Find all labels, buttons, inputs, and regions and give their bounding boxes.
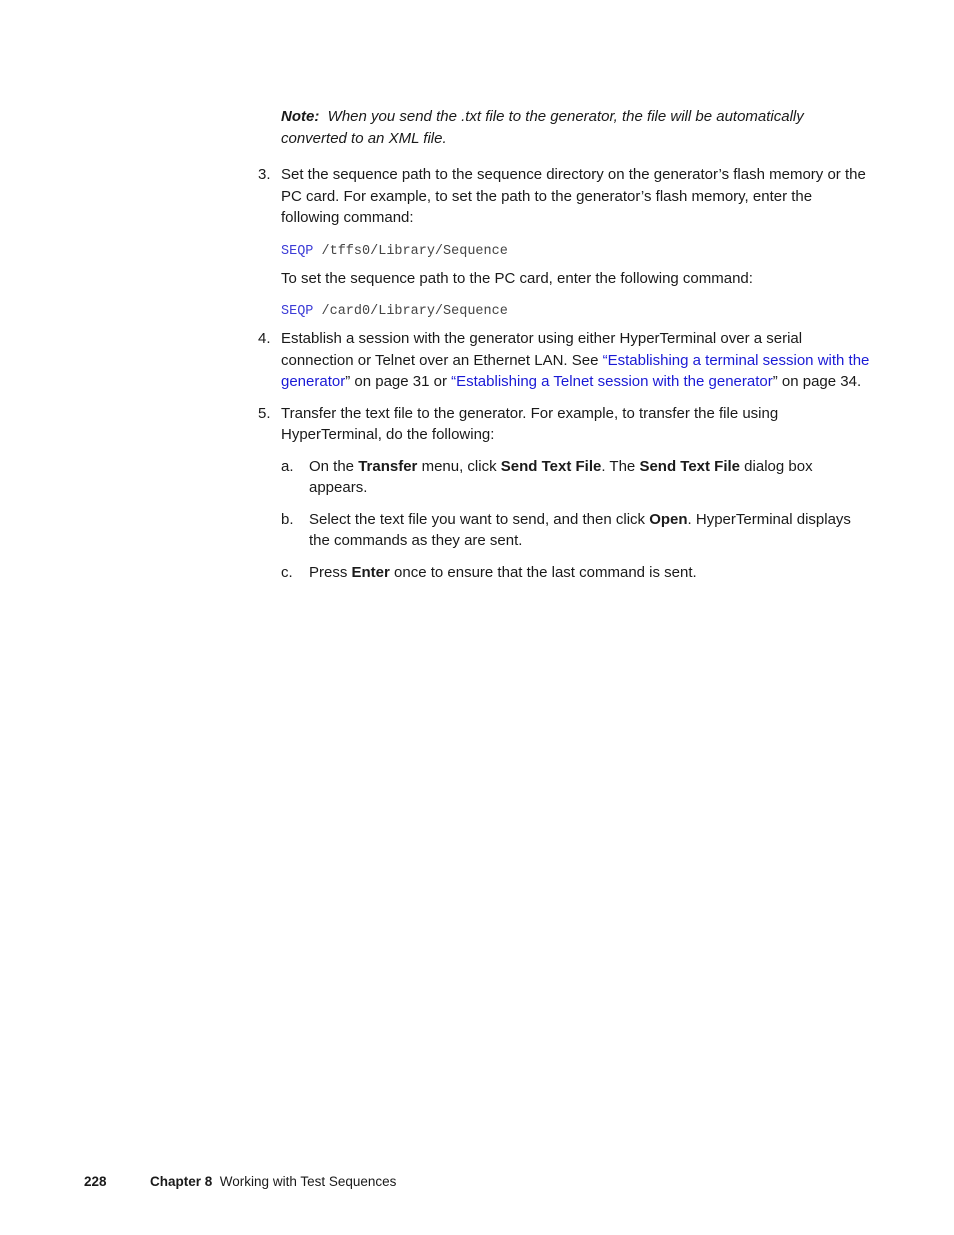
step-number: 3.: [258, 166, 271, 183]
note-text: When you send the .txt file to the generator, the file will be automatically converted to an XML file.: [281, 108, 804, 147]
page-body: [258, 106, 870, 583]
text-part: Select the text file you want to send, and then click: [309, 510, 650, 528]
text-part: Press: [309, 563, 352, 581]
step-text: Transfer the text file to the generator. For example, to transfer the file using HyperTerminal, do the following:: [281, 404, 779, 443]
substep-a: [281, 456, 870, 499]
key-name: Enter: [351, 563, 390, 581]
link-telnet-session[interactable]: “Establishing a Telnet session with the generator: [451, 373, 773, 390]
command-argument: /card0/Library/Sequence: [313, 303, 508, 319]
text-part: . HyperTerminal displays the commands as they are sent.: [309, 510, 851, 549]
text-part: dialog box appears.: [309, 457, 813, 496]
substep-text: [309, 562, 870, 584]
chapter-title: Working with Test Sequences: [219, 1174, 397, 1189]
command-keyword: SEQP: [281, 243, 314, 259]
code-example-flash: [281, 241, 870, 263]
step-5: [258, 403, 870, 584]
note-label: Note:: [281, 108, 320, 125]
note-block: [281, 106, 841, 150]
step-number: 5.: [258, 404, 271, 422]
step-text: Set the sequence path to the sequence directory on the generator’s flash memory or the PC card. For example, to set the path to the generator’s flash memory, enter the following command:: [281, 166, 866, 226]
button-name: Open: [649, 510, 688, 528]
substep-letter: c.: [281, 563, 293, 581]
text-part: once to ensure that the last command is sent.: [389, 563, 697, 581]
page-number: 228: [84, 1174, 107, 1189]
code-example-card: [281, 301, 870, 323]
chapter-label: Chapter 8: [150, 1174, 213, 1189]
command-name: Send Text File: [500, 457, 602, 475]
menu-name: Transfer: [358, 457, 418, 475]
chapter-reference: [150, 1174, 396, 1189]
substep-letter: b.: [281, 510, 294, 528]
command-argument: /tffs0/Library/Sequence: [313, 243, 508, 259]
step-number: 4.: [258, 330, 271, 347]
step-text-part: Establish a session with the generator using either HyperTerminal over a serial connection or Telnet over an Ethernet LAN. See: [281, 330, 803, 369]
step-text-part: ” on page 31 or: [345, 373, 452, 390]
substep-text: [309, 509, 870, 552]
text-part: On the: [309, 457, 359, 475]
command-keyword: SEQP: [281, 303, 314, 319]
text-part: menu, click: [417, 457, 501, 475]
link-terminal-session[interactable]: “Establishing a terminal session with the generator: [281, 351, 870, 390]
step-text-part: ” on page 34.: [772, 373, 862, 390]
substep-c: [281, 562, 870, 584]
step-4: [258, 328, 870, 393]
step-text: [281, 328, 870, 393]
substep-text: [309, 456, 870, 499]
step-text-2: To set the sequence path to the PC card, enter the following command:: [281, 270, 753, 287]
text-part: . The: [601, 457, 640, 475]
dialog-name: Send Text File: [639, 457, 741, 475]
step-3: [258, 164, 870, 322]
substep-letter: a.: [281, 457, 294, 475]
substep-b: [281, 509, 870, 552]
